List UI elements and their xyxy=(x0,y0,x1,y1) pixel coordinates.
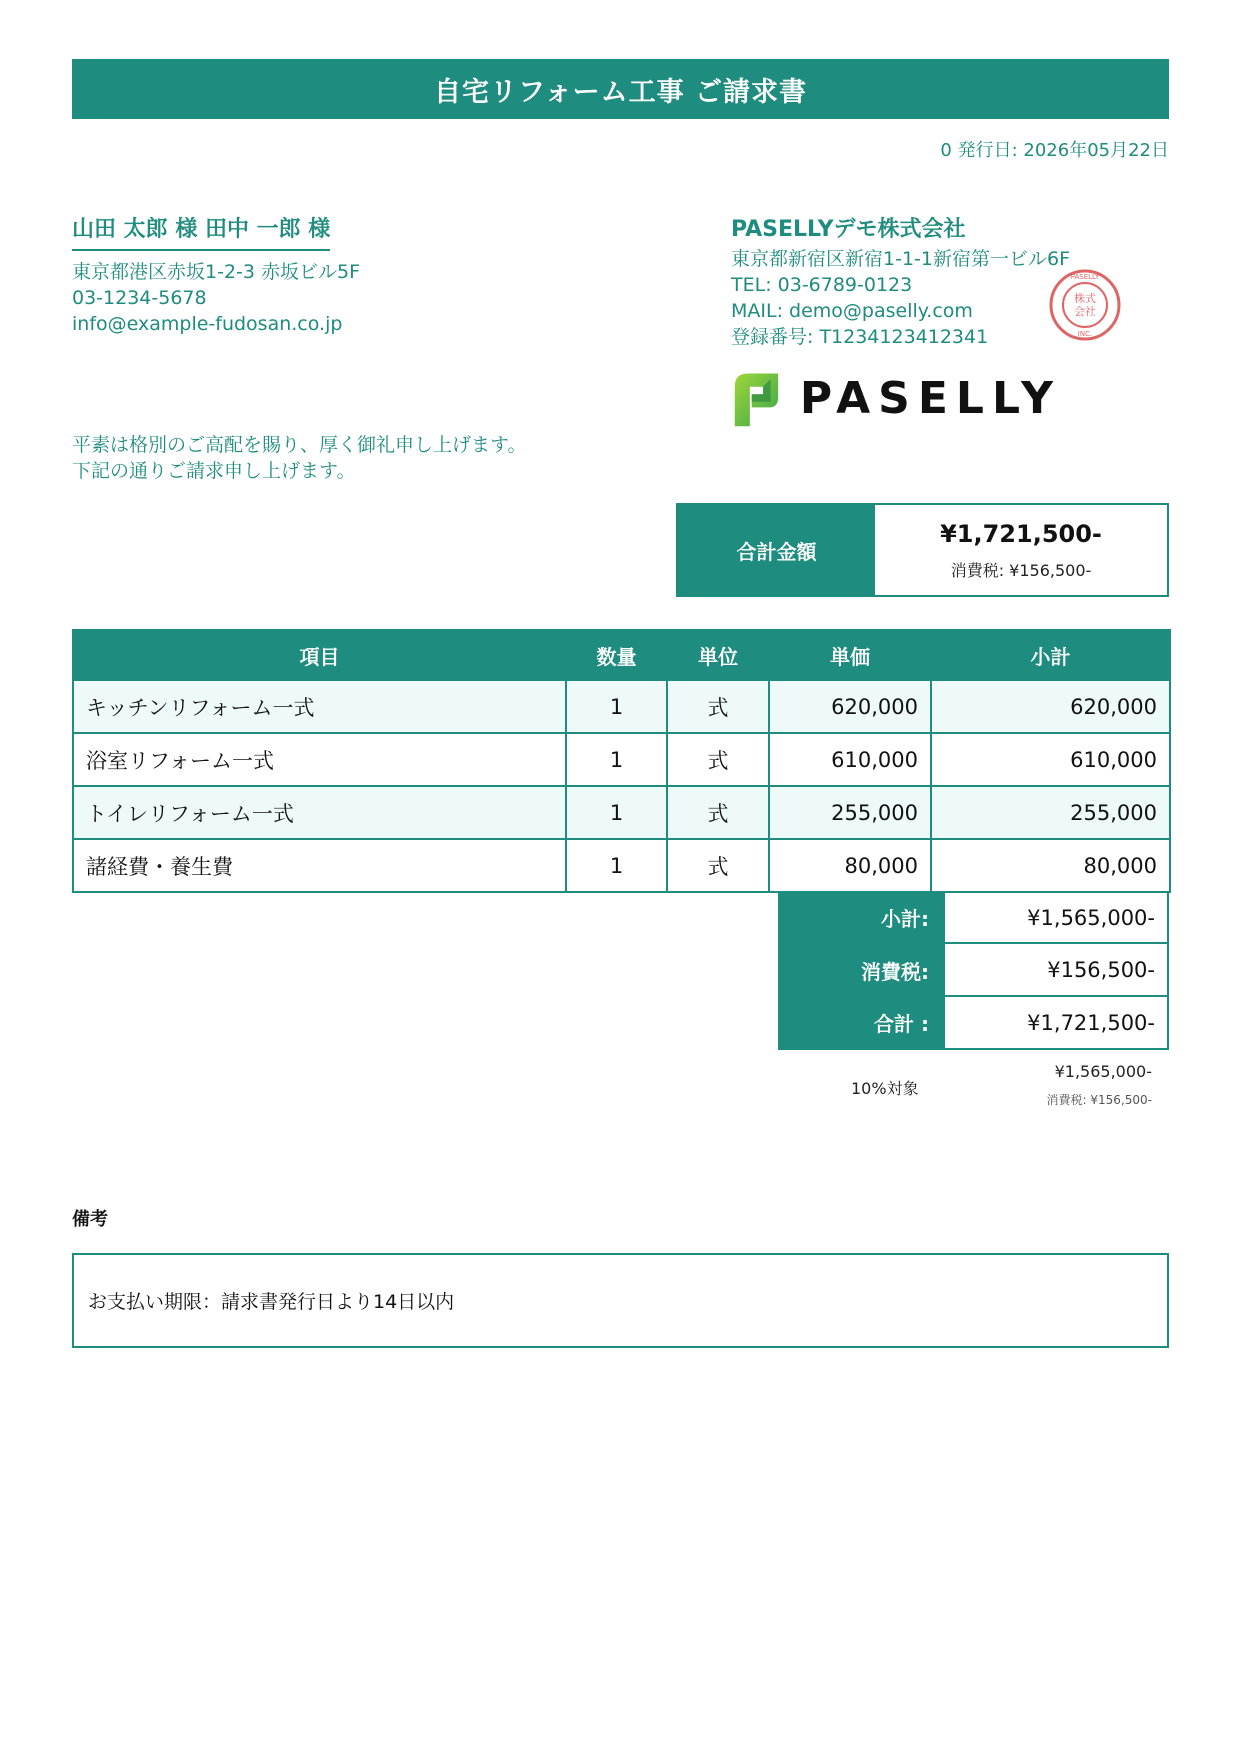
summary-total-value: ¥1,721,500- xyxy=(943,997,1169,1050)
client-name: 山田 太郎 様 田中 一郎 様 xyxy=(72,212,330,251)
svg-text:PASELLY: PASELLY xyxy=(1070,273,1100,281)
summary-subtotal-row xyxy=(778,891,1169,944)
item-unit: 式 xyxy=(667,733,769,786)
item-subtotal: 255,000 xyxy=(931,786,1170,839)
tax-rate-amount: ¥1,565,000- xyxy=(1054,1062,1152,1081)
issue-date: 0 発行日: 2026年05月22日 xyxy=(940,140,1169,161)
total-tax-value: 消費税: ¥156,500- xyxy=(950,560,1092,580)
notes-title: 備考 xyxy=(72,1209,108,1230)
column-header-unit-price: 単価 xyxy=(769,630,931,680)
totals-summary xyxy=(778,891,1169,1050)
item-unit: 式 xyxy=(667,680,769,733)
column-header-subtotal: 小計 xyxy=(931,630,1170,680)
table-row xyxy=(73,733,1170,786)
client-details xyxy=(72,259,360,337)
summary-total-label: 合計 : xyxy=(778,997,943,1050)
company-registration: 登録番号: T1234123412341 xyxy=(731,326,989,348)
item-quantity: 1 xyxy=(566,733,667,786)
tax-rate-tax: 消費税: ¥156,500- xyxy=(1046,1093,1152,1107)
summary-total-row xyxy=(778,997,1169,1050)
item-unit-price: 80,000 xyxy=(769,839,931,892)
summary-subtotal-value: ¥1,565,000- xyxy=(943,891,1169,944)
item-subtotal: 80,000 xyxy=(931,839,1170,892)
item-unit: 式 xyxy=(667,786,769,839)
svg-text:INC.: INC. xyxy=(1077,330,1093,338)
item-quantity: 1 xyxy=(566,786,667,839)
column-header-quantity: 数量 xyxy=(566,630,667,680)
svg-text:会社: 会社 xyxy=(1074,305,1096,318)
summary-tax-label: 消費税: xyxy=(778,944,943,997)
client-email: info@example-fudosan.co.jp xyxy=(72,313,343,335)
table-row xyxy=(73,786,1170,839)
company-seal-stamp xyxy=(1048,268,1122,342)
table-row xyxy=(73,839,1170,892)
item-quantity: 1 xyxy=(566,680,667,733)
company-tel: TEL: 03-6789-0123 xyxy=(731,274,913,296)
total-amount-values xyxy=(875,505,1167,595)
summary-tax-value: ¥156,500- xyxy=(943,944,1169,997)
total-amount-box xyxy=(676,503,1169,597)
company-logo xyxy=(731,368,1061,428)
line-items-table xyxy=(72,629,1171,893)
tax-rate-label: 10%対象 xyxy=(851,1079,919,1098)
table-header-row xyxy=(73,630,1170,680)
greeting-line-2: 下記の通りご請求申し上げます。 xyxy=(72,460,356,482)
document-title: 自宅リフォーム工事 ご請求書 xyxy=(72,59,1169,119)
item-subtotal: 610,000 xyxy=(931,733,1170,786)
company-address: 東京都新宿区新宿1-1-1新宿第一ビル6F xyxy=(731,248,1070,270)
item-name: トイレリフォーム一式 xyxy=(73,786,566,839)
summary-subtotal-label: 小計: xyxy=(778,891,943,944)
paselly-logo-icon xyxy=(731,368,782,428)
total-amount-label: 合計金額 xyxy=(678,505,875,595)
column-header-unit: 単位 xyxy=(667,630,769,680)
logo-wordmark: PASELLY xyxy=(799,372,1061,424)
total-amount-value: ¥1,721,500- xyxy=(940,519,1102,548)
client-address: 東京都港区赤坂1-2-3 赤坂ビル5F xyxy=(72,261,361,283)
greeting-line-1: 平素は格別のご高配を賜り、厚く御礼申し上げます。 xyxy=(72,434,527,456)
company-mail: MAIL: demo@paselly.com xyxy=(731,300,973,322)
company-name: PASELLYデモ株式会社 xyxy=(731,217,966,242)
column-header-item: 項目 xyxy=(73,630,566,680)
summary-tax-row xyxy=(778,944,1169,997)
item-name: 諸経費・養生費 xyxy=(73,839,566,892)
notes-content: お支払い期限：請求書発行日より14日以内 xyxy=(72,1253,1169,1348)
item-name: 浴室リフォーム一式 xyxy=(73,733,566,786)
item-unit-price: 620,000 xyxy=(769,680,931,733)
item-name: キッチンリフォーム一式 xyxy=(73,680,566,733)
item-unit-price: 610,000 xyxy=(769,733,931,786)
item-unit: 式 xyxy=(667,839,769,892)
svg-text:株式: 株式 xyxy=(1074,292,1096,305)
item-subtotal: 620,000 xyxy=(931,680,1170,733)
greeting xyxy=(72,432,526,484)
table-row xyxy=(73,680,1170,733)
client-phone: 03-1234-5678 xyxy=(72,287,207,309)
item-quantity: 1 xyxy=(566,839,667,892)
item-unit-price: 255,000 xyxy=(769,786,931,839)
company-details xyxy=(731,246,1070,350)
